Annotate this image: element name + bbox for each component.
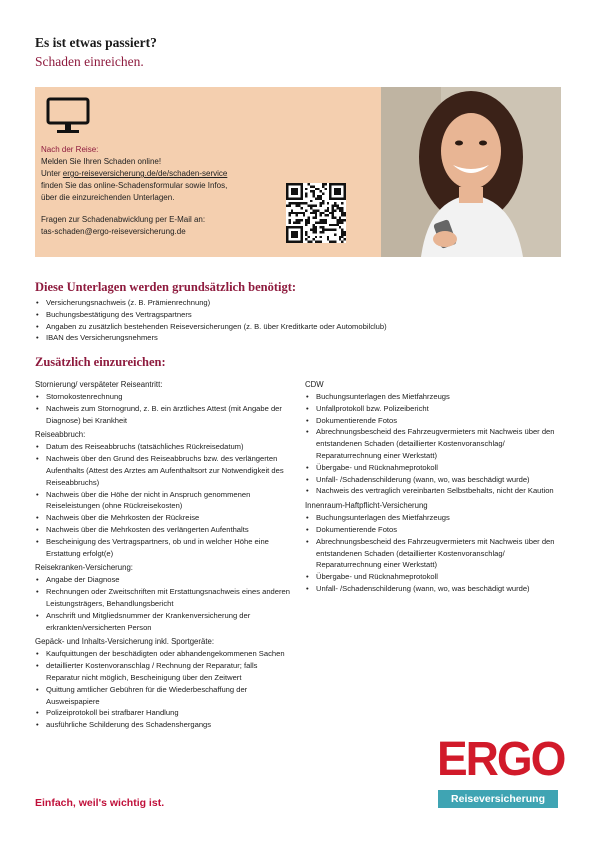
list-item: • Unfall- /Schadenschilderung (wann, wo, was beschädigt wurde) bbox=[305, 583, 561, 595]
list-item: • Buchungsbestätigung des Vertragspartners bbox=[35, 309, 565, 321]
page-subtitle: Schaden einreichen. bbox=[35, 54, 144, 69]
list-item: • ausführliche Schilderung des Schadenshergangs bbox=[35, 719, 291, 731]
banner-line4: über die einzureichenden Unterlagen. bbox=[41, 193, 175, 202]
qr-code[interactable] bbox=[286, 183, 346, 243]
list-item: • Versicherungsnachweis (z. B. Prämienrechnung) bbox=[35, 297, 565, 309]
section-title: Innenraum-Haftpflicht-Versicherung bbox=[305, 501, 428, 511]
section-list bbox=[35, 648, 291, 731]
list-item: • Kaufquittungen der beschädigten oder abhandengekommenen Sachen bbox=[35, 648, 291, 660]
section-list bbox=[35, 574, 291, 633]
section-title: Stornierung/ verspäteter Reiseantritt: bbox=[35, 380, 163, 389]
ergo-logo: ERGO bbox=[437, 730, 565, 786]
section-list bbox=[35, 391, 291, 426]
list-item: • Quittung amtlicher Gebühren für die Wiederbeschaffung der Ausweispapiere bbox=[35, 684, 291, 708]
section-title: CDW bbox=[305, 380, 324, 389]
banner-line3: finden Sie das online-Schadensformular sowie Infos, bbox=[41, 181, 228, 190]
list-item: • Nachweis über den Grund des Reiseabbruchs bzw. des verlängerten Aufenthalts (Attest des Arztes am Aufenthaltsort zur Notwendigkeit des Reiseabbruchs) bbox=[35, 453, 291, 488]
monitor-icon bbox=[46, 97, 90, 135]
section-title: Gepäck- und Inhalts-Versicherung inkl. Sportgeräte: bbox=[35, 637, 214, 647]
additional-right-column bbox=[305, 379, 561, 595]
list-item: • Angaben zu zusätzlich bestehenden Reiseversicherungen (z. B. über Kreditkarte oder Automobilclub) bbox=[35, 321, 565, 333]
list-item: • Angabe der Diagnose bbox=[35, 574, 291, 586]
section-list bbox=[35, 441, 291, 559]
reiseversicherung-label: Reiseversicherung bbox=[438, 790, 558, 808]
list-item: • Abrechnungsbescheid des Fahrzeugvermieters mit Nachweis über den entstandenen Schaden (detaillierter Kostenvoranschlag/ Reparaturrechnung einer Werkstatt) bbox=[305, 426, 561, 461]
list-item: • Dokumentierende Fotos bbox=[305, 524, 561, 536]
online-claim-banner bbox=[35, 87, 381, 257]
additional-heading: Zusätzlich einzureichen: bbox=[35, 355, 166, 369]
contact-email[interactable]: tas-schaden@ergo-reiseversicherung.de bbox=[41, 227, 186, 236]
footer-claim: Einfach, weil's wichtig ist. bbox=[35, 797, 165, 809]
list-item: • Dokumentierende Fotos bbox=[305, 415, 561, 427]
banner-text bbox=[41, 144, 227, 238]
list-item: • IBAN des Versicherungsnehmers bbox=[35, 332, 565, 344]
woman-with-phone-image bbox=[381, 87, 561, 257]
section-title: Reiseabbruch: bbox=[35, 430, 86, 440]
list-item: • Rechnungen oder Zweitschriften mit Erstattungsnachweis eines anderen Leistungsträgers, Behandlungsbericht bbox=[35, 586, 291, 610]
hero-photo bbox=[381, 87, 561, 257]
list-item: • Übergabe- und Rücknahmeprotokoll bbox=[305, 571, 561, 583]
list-item: • Nachweis über die Mehrkosten des verlängerten Aufenthalts bbox=[35, 524, 291, 536]
required-docs-heading: Diese Unterlagen werden grundsätzlich benötigt: bbox=[35, 280, 297, 294]
list-item: • Nachweis des vertraglich vereinbarten Selbstbehalts, nicht der Kaution bbox=[305, 485, 561, 497]
list-item: • Bescheinigung des Vertragspartners, ob und in welcher Höhe eine Erstattung erfolgt(e) bbox=[35, 536, 291, 560]
list-item: • Abrechnungsbescheid des Fahrzeugvermieters mit Nachweis über den entstandenen Schaden (detaillierter Kostenvoranschlag/ Reparaturrechnung einer Werkstatt) bbox=[305, 536, 561, 571]
list-item: • Anschrift und Mitgliedsnummer der Krankenversicherung der erkrankten/versicherten Person bbox=[35, 610, 291, 634]
contact-label: Fragen zur Schadenabwicklung per E-Mail an: bbox=[41, 215, 206, 224]
section-title: Reisekranken-Versicherung: bbox=[35, 563, 133, 573]
banner-line2: Unter ergo-reiseversicherung.de/de/schaden-service bbox=[41, 169, 228, 178]
required-docs-list bbox=[35, 297, 565, 344]
list-item: • Nachweis über die Höhe der nicht in Anspruch genommenen Reiseleistungen (ohne Rückreisekosten) bbox=[35, 489, 291, 513]
list-item: • Unfall- /Schadenschilderung (wann, wo, was beschädigt wurde) bbox=[305, 474, 561, 486]
additional-left-column bbox=[35, 379, 291, 731]
list-item: • Übergabe- und Rücknahmeprotokoll bbox=[305, 462, 561, 474]
claim-url-link[interactable]: ergo-reiseversicherung.de/de/schaden-service bbox=[62, 169, 228, 178]
banner-line1: Melden Sie Ihren Schaden online! bbox=[41, 157, 162, 166]
list-item: • Buchungsunterlagen des Mietfahrzeugs bbox=[305, 391, 561, 403]
section-list bbox=[305, 391, 561, 497]
list-item: • detaillierter Kostenvoranschlag / Rechnung der Reparatur; falls Reparatur nicht möglich, Bescheinigung über den Zeitwert bbox=[35, 660, 291, 684]
list-item: • Datum des Reiseabbruchs (tatsächliches Rückreisedatum) bbox=[35, 441, 291, 453]
banner-lead: Nach der Reise: bbox=[41, 145, 99, 154]
list-item: • Polizeiprotokoll bei strafbarer Handlung bbox=[35, 707, 291, 719]
page-title: Es ist etwas passiert? bbox=[35, 35, 157, 50]
section-list bbox=[305, 512, 561, 595]
list-item: • Nachweis zum Stornogrund, z. B. ein ärztliches Attest (mit Angabe der Diagnose) bei Krankheit bbox=[35, 403, 291, 427]
list-item: • Stornokostenrechnung bbox=[35, 391, 291, 403]
list-item: • Nachweis über die Mehrkosten der Rückreise bbox=[35, 512, 291, 524]
list-item: • Buchungsunterlagen des Mietfahrzeugs bbox=[305, 512, 561, 524]
list-item: • Unfallprotokoll bzw. Polizeibericht bbox=[305, 403, 561, 415]
